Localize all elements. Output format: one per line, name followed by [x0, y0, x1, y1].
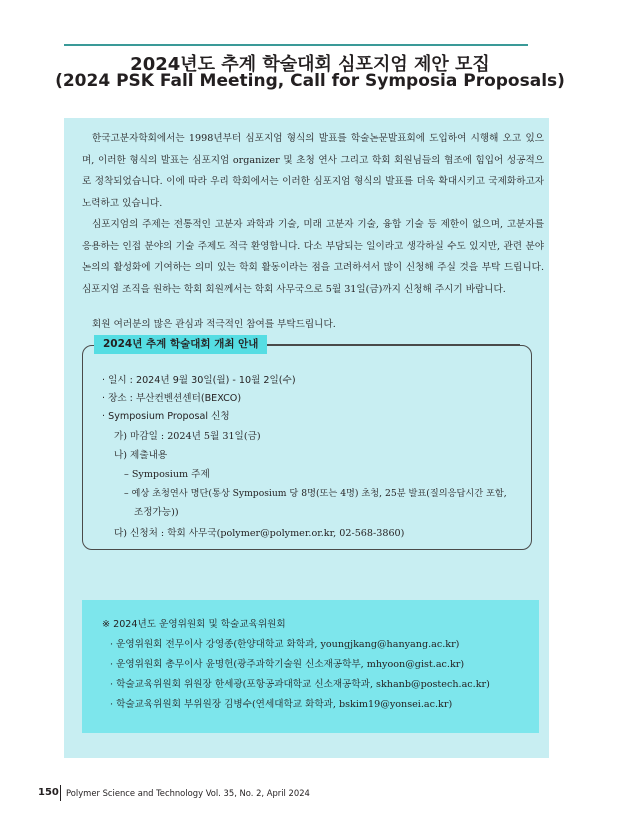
committee-member: · 운영위원회 총무이사 윤명헌(광주과학기술원 신소재공학부, mhyoon@gist.ac.kr)	[110, 659, 465, 670]
meeting-date: · 일시 : 2024년 9월 30일(월) - 10월 2일(수)	[102, 375, 296, 386]
proposal-heading: · Symposium Proposal 신청	[102, 411, 230, 422]
tag-divider	[262, 344, 520, 345]
committee-heading: ※ 2024년도 운영위원회 및 학술교육위원회	[102, 619, 286, 630]
page-number: 150	[38, 787, 59, 798]
submission-item: – Symposium 주제	[124, 469, 210, 480]
committee-member: · 학술교육위원회 부위원장 김병수(연세대학교 화학과, bskim19@yonsei.ac.kr)	[110, 699, 453, 710]
deadline: 가) 마감일 : 2024년 5월 31일(금)	[114, 431, 261, 442]
submission-item: – 예상 초청연사 명단(통상 Symposium 당 8명(또는 4명) 초청, 25분 발표(질의응답시간 포함,	[124, 488, 507, 499]
page-subtitle: (2024 PSK Fall Meeting, Call for Symposia Proposals)	[55, 71, 565, 91]
submission-contents: 나) 제출내용	[114, 450, 168, 461]
intro-paragraph: 한국고분자학회에서는 1998년부터 심포지엄 형식의 발표를 학술논문발표회에 도입하여 시행해 오고 있으며, 이러한 형식의 발표는 심포지엄 organizer 및 초청 연사 그리고 학회 회원님들의 협조에 힘입어 성공적으로 정착되었습니다. 이에 따라 우리 학회에서는 이러한 심포지엄 형식의 발표를 더욱 확대시키고 국제화하고자 노력하고 있습니다.	[82, 133, 544, 209]
submission-item-continued: 조정가능))	[134, 507, 179, 518]
page-title: 2024년도 추계 학술대회 심포지엄 제안 모집	[130, 54, 490, 75]
intro-paragraph: 심포지엄의 주제는 전통적인 고분자 과학과 기술, 미래 고분자 기술, 융합 기술 등 제한이 없으며, 고분자를 응용하는 인접 분야의 기술 주제도 적극 환영합니다. 다소 부담되는 일이라고 생각하실 수도 있지만, 관련 분야 논의의 활성화에 기여하는 의미 있는 학회 활동이라는 점을 고려하셔서 많이 신청해 주실 것을 부탁 드립니다. 심포지엄 조직을 원하는 학회 회원께서는 학회 사무국으로 5월 31일(금)까지 신청해 주시기 바랍니다.	[82, 219, 544, 295]
apply-to: 다) 신청처 : 학회 사무국(polymer@polymer.or.kr, 02-568-3860)	[114, 528, 405, 539]
meeting-info-tag: 2024년 추계 학술대회 개최 안내	[94, 335, 267, 354]
committee-member: · 운영위원회 전무이사 강영종(한양대학교 화학과, youngjkang@hanyang.ac.kr)	[110, 639, 460, 650]
committee-member: · 학술교육위원회 위원장 한세광(포항공과대학교 신소재공학과, skhanb@postech.ac.kr)	[110, 679, 490, 690]
top-rule	[64, 44, 528, 46]
intro-text	[82, 128, 544, 336]
meeting-venue: · 장소 : 부산컨벤션센터(BEXCO)	[102, 393, 242, 404]
journal-citation: Polymer Science and Technology Vol. 35, No. 2, April 2024	[66, 788, 310, 798]
intro-paragraph: 회원 여러분의 많은 관심과 적극적인 참여를 부탁드립니다.	[92, 319, 336, 330]
footer-divider	[60, 785, 61, 801]
